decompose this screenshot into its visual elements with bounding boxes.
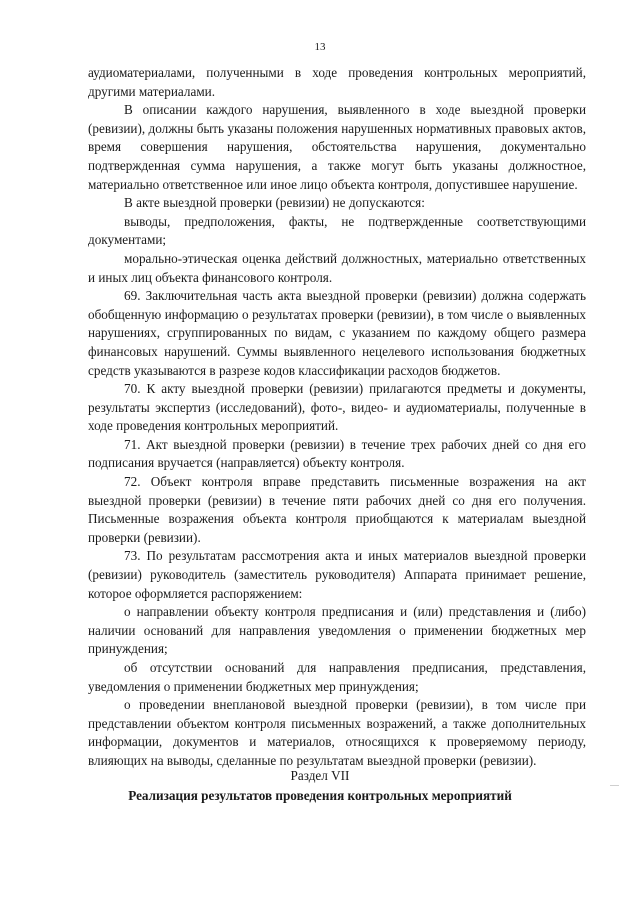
section-heading (0, 766, 640, 806)
paragraph-73-option-unscheduled: о проведении внеплановой выездной проверки (ревизии), в том числе при представлении объектом контроля письменных возражений, а также дополнительных информации, документов и материалов, относящихся к проверяемому периоду, влияющих на выводы, сделанные по результатам выездной проверки (ревизии). (88, 697, 586, 768)
section-number: Раздел VII (290, 768, 350, 783)
page-number: 13 (314, 41, 326, 53)
paragraph-70: 70. К акту выездной проверки (ревизии) прилагаются предметы и документы, результаты экспертиз (исследований), фото-, видео- и аудиоматериалы, полученные в ходе проведения контрольных мероприятий. (88, 381, 586, 434)
body-text (88, 64, 586, 771)
paragraph-continuation: аудиоматериалами, полученными в ходе проведения контрольных мероприятий, другими материалами. (88, 65, 586, 99)
paragraph-not-allowed-intro: В акте выездной проверки (ревизии) не допускаются: (124, 195, 425, 211)
paragraph-71: 71. Акт выездной проверки (ревизии) в течение трех рабочих дней со дня его подписания вручается (направляется) объекту контроля. (88, 436, 586, 471)
paragraph-not-allowed-conclusions: выводы, предположения, факты, не подтвержденные соответствующими документами; (88, 213, 586, 248)
paragraph-72: 72. Объект контроля вправе представить письменные возражения на акт выездной проверки (ревизии) в течение пяти рабочих дней со дня его получения. Письменные возражения объекта контроля приобщаются к материалам выездной проверки (ревизии). (88, 474, 586, 545)
paragraph-not-allowed-ethics: морально-этическая оценка действий должностных, материально ответственных и иных лиц объекта финансового контроля. (88, 250, 586, 285)
paragraph-73-option-prescription: о направлении объекту контроля предписания и (или) представления и (либо) наличии оснований для направления уведомления о применении бюджетных мер принуждения; (88, 604, 586, 657)
scan-mark (610, 785, 619, 786)
paragraph-73-option-no-grounds: об отсутствии оснований для направления предписания, представления, уведомления о применении бюджетных мер принуждения; (88, 660, 586, 694)
paragraph-violation-description: В описании каждого нарушения, выявленного в ходе выездной проверки (ревизии), должны быть указаны положения нарушенных нормативных правовых актов, время совершения нарушения, обстоятельства нарушения, документально подтвержденная сумма нарушения, а также могут быть указаны должностное, материально ответственное или иное лицо объекта контроля, допустившее нарушение. (88, 102, 586, 192)
paragraph-69: 69. Заключительная часть акта выездной проверки (ревизии) должна содержать обобщенную информацию о результатах проверки (ревизии), в том числе о выявленных нарушениях, сгруппированных по видам, с указанием по каждому общего размера финансовых нарушений. Суммы выявленного нецелевого использования бюджетных средств указываются в разрезе кодов классификации расходов бюджетов. (88, 288, 586, 378)
paragraph-73: 73. По результатам рассмотрения акта и иных материалов выездной проверки (ревизии) руководитель (заместитель руководителя) Аппарата принимает решение, которое оформляется распоряжением: (88, 548, 586, 601)
section-title: Реализация результатов проведения контрольных мероприятий (128, 788, 512, 803)
